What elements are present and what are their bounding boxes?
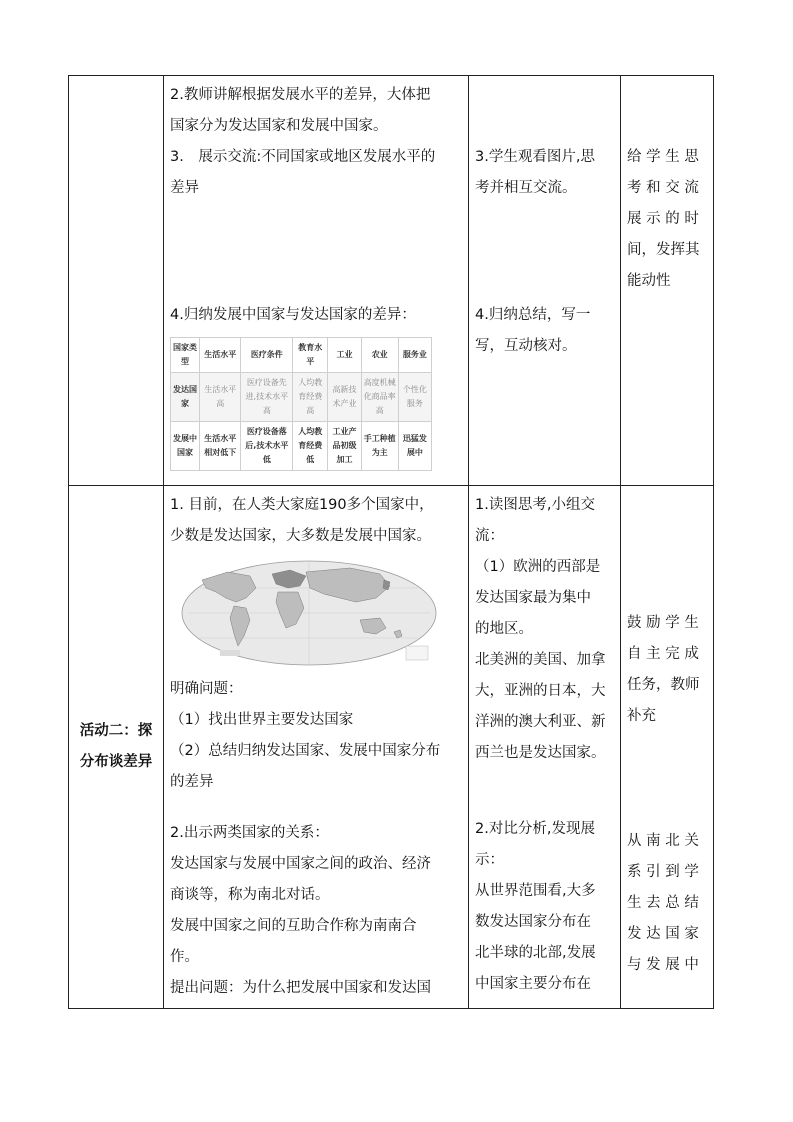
text-line: 3. 展示交流:不同国家或地区发展水平的: [170, 149, 436, 165]
comparison-header-row: [171, 338, 432, 373]
student-activity-cell: [469, 486, 621, 1009]
text-line: 差异: [170, 180, 199, 196]
text-line: 3.学生观看图片,思: [475, 149, 595, 165]
text-line: 能动性: [627, 273, 671, 289]
design-intent-cell: [621, 486, 714, 1009]
comparison-header: 服务业: [398, 338, 431, 373]
design-intent-cell: [621, 76, 714, 486]
activity-title: 活动二：探分布谈差异: [69, 486, 164, 1009]
text-line: 生 去 总 结: [627, 895, 699, 911]
student-activity-cell: [469, 76, 621, 486]
text-line: 1.读图思考,小组交: [475, 497, 595, 513]
text-line: 西兰也是发达国家。: [475, 745, 606, 761]
text-line: 2.对比分析,发现展: [475, 821, 595, 837]
text-line: 任务，教师: [627, 677, 700, 693]
text-line: 商谈等，称为南北对话。: [170, 887, 330, 903]
text-line: 考 和 交 流: [627, 180, 699, 196]
text-line: 自 主 完 成: [627, 646, 699, 662]
text-line: 补充: [627, 708, 656, 724]
text-line: 作。: [170, 949, 199, 965]
text-line: 洋洲的澳大利亚、新: [475, 714, 606, 730]
text-line: 少数是发达国家，大多数是发展中国家。: [170, 528, 431, 544]
text-line: （1）欧洲的西部是: [475, 559, 601, 575]
text-line: 2.教师讲解根据发展水平的差异，大体把: [170, 87, 431, 103]
comparison-row-developed: [171, 373, 432, 422]
comparison-header: 教育水平: [293, 338, 328, 373]
comparison-header: 农业: [361, 338, 398, 373]
comparison-header: 工业: [328, 338, 361, 373]
text-line: 与 发 展 中: [627, 957, 699, 973]
comparison-cell: 医疗设备先进,技术水平高: [241, 373, 293, 422]
comparison-cell: 人均教育经费高: [293, 373, 328, 422]
comparison-cell: 迅猛发展中: [398, 422, 431, 471]
comparison-header: 国家类型: [171, 338, 200, 373]
teacher-activity-cell: [164, 76, 469, 486]
comparison-cell: 高新技术产业: [328, 373, 361, 422]
world-map-icon: [180, 558, 438, 668]
text-line: 4.归纳总结，写一: [475, 307, 591, 323]
comparison-cell: 生活水平相对低下: [200, 422, 241, 471]
text-line: 写，互动核对。: [475, 338, 577, 354]
text-line: 发 达 国 家: [627, 926, 699, 942]
text-line: （1）找出世界主要发达国家: [170, 712, 354, 728]
text-line: 的地区。: [475, 621, 533, 637]
world-map-image: [180, 558, 438, 668]
text-line: 发展中国家之间的互助合作称为南南合: [170, 918, 417, 934]
lesson-plan-table: [68, 75, 714, 1009]
comparison-cell: 个性化服务: [398, 373, 431, 422]
teacher-activity-cell: [164, 486, 469, 1009]
text-line: 提出问题：为什么把发展中国家和发达国: [170, 980, 431, 996]
text-line: 2.出示两类国家的关系：: [170, 825, 329, 841]
comparison-cell: 发达国家: [171, 373, 200, 422]
comparison-header: 生活水平: [200, 338, 241, 373]
text-line: 北半球的北部,发展: [475, 945, 596, 961]
activity-cell-empty: [69, 76, 164, 486]
text-line: 数发达国家分布在: [475, 914, 591, 930]
text-line: 示：: [475, 852, 504, 868]
text-line: 给 学 生 思: [627, 149, 699, 165]
text-line: 4.归纳发展中国家与发达国家的差异：: [170, 307, 416, 323]
text-line: （2）总结归纳发达国家、发展中国家分布: [170, 743, 441, 759]
text-line: 考并相互交流。: [475, 180, 577, 196]
text-line: 明确问题：: [170, 681, 243, 697]
text-line: 北美洲的美国、加拿: [475, 652, 606, 668]
text-line: 中国家主要分布在: [475, 976, 591, 992]
text-line: 1. 目前，在人类大家庭190多个国家中，: [170, 497, 434, 513]
text-line: 从 南 北 关: [627, 833, 699, 849]
text-line: 流：: [475, 528, 504, 544]
text-line: 的差异: [170, 774, 214, 790]
comparison-cell: 工业产品初级加工: [328, 422, 361, 471]
text-line: 大，亚洲的日本，大: [475, 683, 606, 699]
comparison-cell: 医疗设备落后,技术水平低: [241, 422, 293, 471]
comparison-table: [170, 337, 432, 471]
comparison-cell: 人均教育经费低: [293, 422, 328, 471]
comparison-header: 医疗条件: [241, 338, 293, 373]
comparison-cell: 发展中国家: [171, 422, 200, 471]
comparison-row-developing: [171, 422, 432, 471]
text-line: 国家分为发达国家和发展中国家。: [170, 118, 388, 134]
table-row: [69, 486, 714, 1009]
text-line: 系 引 到 学: [627, 864, 699, 880]
text-line: 从世界范围看,大多: [475, 883, 596, 899]
text-line: 鼓 励 学 生: [627, 615, 699, 631]
table-row: [69, 76, 714, 486]
comparison-cell: 高度机械化商品率高: [361, 373, 398, 422]
text-line: 间，发挥其: [627, 242, 700, 258]
comparison-cell: 生活水平高: [200, 373, 241, 422]
text-line: 展 示 的 时: [627, 211, 699, 227]
comparison-cell: 手工种植为主: [361, 422, 398, 471]
text-line: 发达国家最为集中: [475, 590, 591, 606]
text-line: 发达国家与发展中国家之间的政治、经济: [170, 856, 431, 872]
